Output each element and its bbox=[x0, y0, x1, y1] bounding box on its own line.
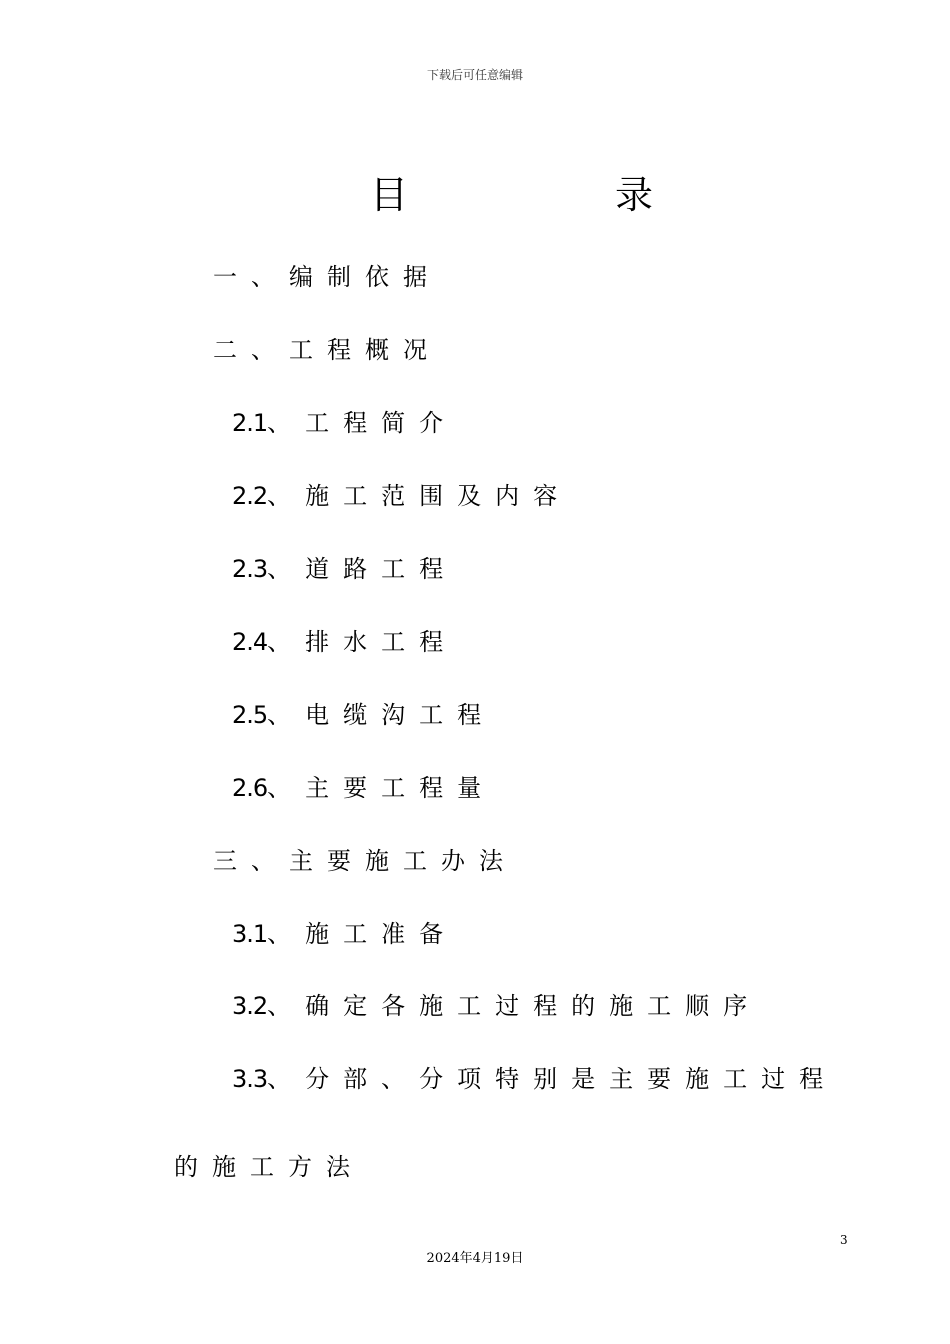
toc-entry-text: 二、工程概况 bbox=[213, 336, 441, 364]
toc-title bbox=[0, 170, 950, 220]
page-header: 下载后可任意编辑 bbox=[426, 68, 523, 82]
toc-entry bbox=[232, 991, 761, 1021]
toc-entry-number: 2.1 bbox=[232, 409, 268, 437]
toc-entry bbox=[232, 554, 457, 584]
toc-entry-number: 2.4 bbox=[232, 628, 268, 656]
page-number: 3 bbox=[840, 1233, 848, 1247]
toc-entry-number: 3.2 bbox=[232, 992, 268, 1020]
toc-entry-continuation bbox=[174, 1152, 364, 1182]
toc-entry bbox=[232, 1064, 837, 1094]
toc-entry-text: 、施工准备 bbox=[267, 920, 458, 948]
toc-title-char-1: 目 bbox=[370, 173, 409, 217]
toc-entry bbox=[232, 627, 457, 657]
toc-entry-number: 2.3 bbox=[232, 555, 268, 583]
toc-entry-number: 3.3 bbox=[232, 1065, 268, 1093]
toc-entry-text: 、排水工程 bbox=[267, 628, 458, 656]
toc-entry-text: 、确定各施工过程的施工顺序 bbox=[267, 992, 762, 1020]
toc-entry-text: 、电缆沟工程 bbox=[267, 701, 496, 729]
toc-entry-text: 、工程简介 bbox=[267, 409, 458, 437]
toc-entry bbox=[232, 408, 457, 438]
toc-entry-text: 三、主要施工办法 bbox=[213, 847, 517, 875]
toc-entry-text: 一、编制依据 bbox=[213, 263, 441, 291]
toc-entry-number: 3.1 bbox=[232, 920, 268, 948]
toc-title-char-2: 录 bbox=[615, 173, 654, 217]
toc-entry-number: 2.5 bbox=[232, 701, 268, 729]
toc-entry-text: 、道路工程 bbox=[267, 555, 458, 583]
toc-entry bbox=[232, 481, 571, 511]
toc-entry-text: 、分部、分项特别是主要施工过程 bbox=[267, 1065, 838, 1093]
toc-entry-number: 2.2 bbox=[232, 482, 268, 510]
toc-entry bbox=[213, 262, 441, 292]
toc-entry-text: 、主要工程量 bbox=[267, 774, 496, 802]
toc-entry-text: 、施工范围及内容 bbox=[267, 482, 572, 510]
toc-entry bbox=[213, 846, 517, 876]
toc-entry bbox=[232, 773, 495, 803]
toc-entry-text: 的施工方法 bbox=[174, 1153, 364, 1181]
page-footer-date: 2024年4月19日 bbox=[426, 1251, 524, 1266]
toc-entry bbox=[232, 700, 495, 730]
toc-entry bbox=[232, 919, 457, 949]
toc-entry bbox=[213, 335, 441, 365]
toc-entry-number: 2.6 bbox=[232, 774, 268, 802]
